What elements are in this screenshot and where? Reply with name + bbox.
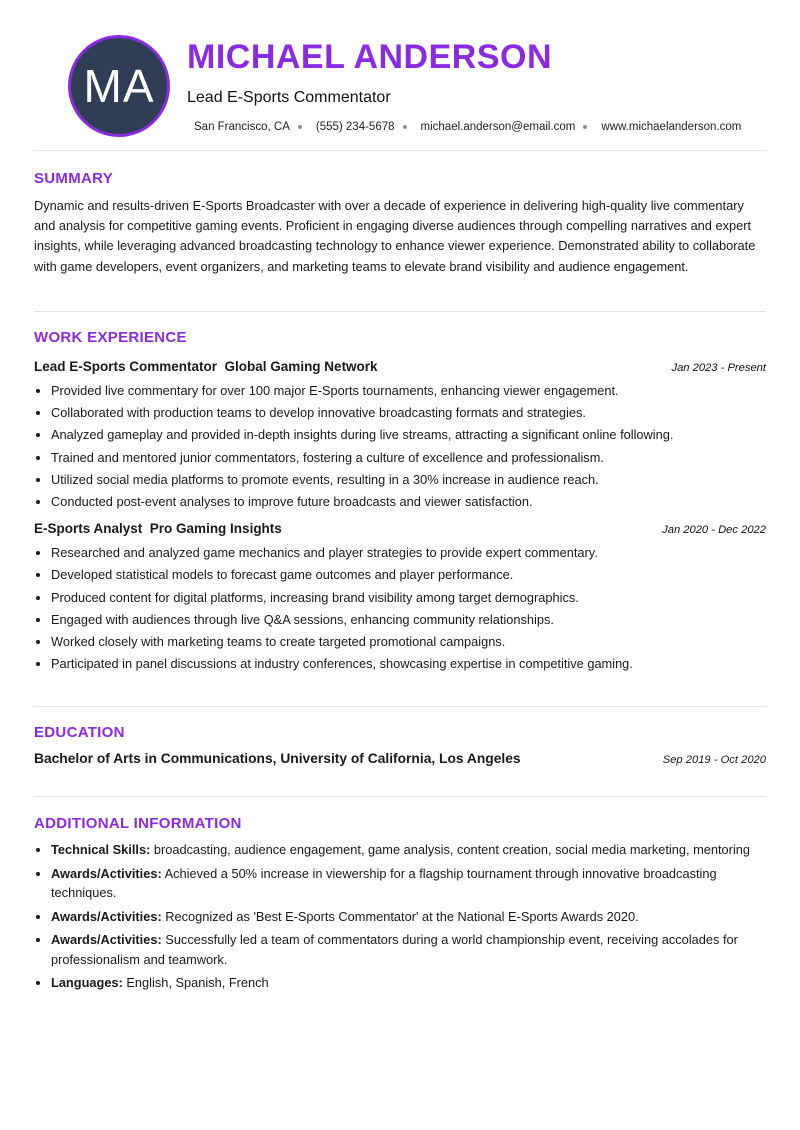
candidate-name: MICHAEL ANDERSON: [187, 38, 553, 76]
job-company: Global Gaming Network: [224, 359, 378, 374]
divider: [34, 706, 766, 707]
job-role: Lead E-Sports Commentator: [34, 359, 218, 374]
job-header: [34, 521, 766, 536]
experience-section: [34, 329, 766, 675]
contact-email[interactable]: michael.anderson@email.com: [420, 121, 576, 133]
resume-header: [34, 0, 766, 150]
separator-dot: [298, 125, 302, 129]
list-item: • Worked closely with marketing teams to create targeted promotional campaigns.: [51, 631, 766, 653]
item-text: Recognized as 'Best E-Sports Commentator' at the National E-Sports Awards 2020.: [165, 908, 639, 924]
additional-section: [34, 815, 766, 997]
contact-location: San Francisco, CA: [194, 121, 290, 133]
list-item: • Researched and analyzed game mechanics and player strategies to provide expert commentary.: [51, 542, 766, 564]
list-item: • Collaborated with production teams to develop innovative broadcasting formats and strategies.: [51, 402, 766, 424]
item-text: broadcasting, audience engagement, game analysis, content creation, social media marketing, mentoring: [153, 842, 751, 857]
list-item: • Analyzed gameplay and provided in-depth insights during live streams, attracting a significant online following.: [51, 424, 766, 446]
avatar: MA: [68, 35, 170, 137]
divider: [34, 796, 766, 797]
additional-list: [34, 840, 766, 993]
section-heading-education: EDUCATION: [34, 724, 125, 741]
candidate-title: Lead E-Sports Commentator: [187, 89, 391, 106]
list-item: • Utilized social media platforms to promote events, resulting in a 30% increase in audience reach.: [51, 469, 766, 491]
list-item: [51, 864, 766, 903]
list-item: [51, 973, 766, 993]
contact-website[interactable]: www.michaelanderson.com: [601, 121, 742, 133]
list-item: • Trained and mentored junior commentators, fostering a culture of excellence and professionalism.: [51, 447, 766, 469]
job-bullets: [34, 542, 766, 675]
item-label: Technical Skills:: [51, 842, 151, 857]
summary-section: [34, 170, 766, 277]
job-dates: Jan 2023 - Present: [671, 362, 766, 374]
job-role: E-Sports Analyst: [34, 521, 143, 537]
item-text: Achieved a 50% increase in viewership for a flagship tournament through innovative broadcasting techniques.: [51, 865, 717, 900]
summary-text: Dynamic and results-driven E-Sports Broadcaster with over a decade of experience in delivering high-quality live commentary and analysis for competitive gaming events. Proficient in engaging diverse audiences through compelling narratives and expert insights, while leveraging advanced broadcasting technology to enhance viewer experience. Demonstrated ability to collaborate with game developers, event organizers, and marketing teams to elevate brand visibility and audience engagement.: [34, 198, 756, 274]
job-entry: [34, 521, 766, 675]
section-heading-additional: ADDITIONAL INFORMATION: [34, 815, 242, 832]
education-entry: [34, 751, 766, 766]
job-company: Pro Gaming Insights: [149, 521, 282, 537]
job-header: [34, 359, 766, 374]
item-label: Awards/Activities:: [51, 932, 162, 947]
list-item: • Participated in panel discussions at industry conferences, showcasing expertise in competitive gaming.: [51, 653, 766, 675]
education-section: [34, 724, 766, 766]
list-item: • Provided live commentary for over 100 major E-Sports tournaments, enhancing viewer engagement.: [51, 380, 766, 402]
item-text: Successfully led a team of commentators during a world championship event, receiving accolades for professionalism and teamwork.: [51, 932, 738, 967]
education-degree: Bachelor of Arts in Communications, University of California, Los Angeles: [34, 751, 521, 766]
job-bullets: [34, 380, 766, 513]
divider: [34, 150, 766, 151]
list-item: • Developed statistical models to forecast game outcomes and player performance.: [51, 564, 766, 586]
item-label: Awards/Activities:: [51, 908, 162, 924]
item-text: English, Spanish, French: [126, 975, 269, 990]
contact-phone: (555) 234-5678: [315, 121, 395, 133]
section-heading-experience: WORK EXPERIENCE: [34, 329, 187, 346]
job-role-company: [34, 521, 282, 536]
item-label: Awards/Activities:: [51, 865, 162, 881]
list-item: • Conducted post-event analyses to improve future broadcasts and viewer satisfaction.: [51, 491, 766, 513]
list-item: [51, 840, 766, 860]
job-dates: Jan 2020 - Dec 2022: [662, 524, 766, 537]
list-item: [51, 930, 766, 969]
item-label: Languages:: [51, 975, 123, 990]
education-dates: Sep 2019 - Oct 2020: [662, 754, 766, 766]
contact-line: [194, 121, 741, 133]
list-item: [51, 907, 766, 927]
divider: [34, 311, 766, 312]
list-item: • Engaged with audiences through live Q&A sessions, enhancing community relationships.: [51, 609, 766, 631]
separator-dot: [583, 125, 587, 129]
job-role-company: [34, 359, 378, 374]
separator-dot: [403, 125, 407, 129]
job-entry: [34, 359, 766, 513]
list-item: • Produced content for digital platforms, increasing brand visibility among target demographics.: [51, 587, 766, 609]
section-heading-summary: SUMMARY: [34, 170, 114, 187]
